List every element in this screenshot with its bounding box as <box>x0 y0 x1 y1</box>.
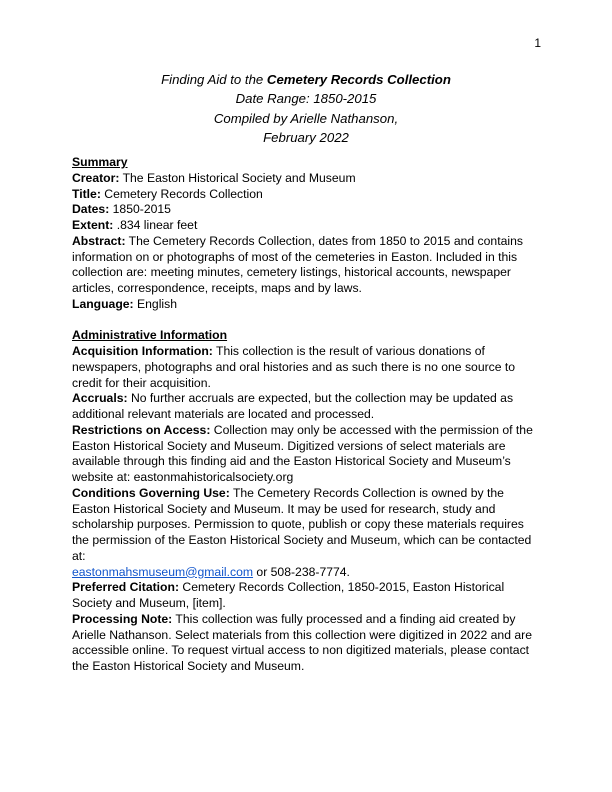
acquisition-field <box>72 344 542 391</box>
conditions-field <box>72 486 542 581</box>
admin-heading: Administrative Information <box>72 328 228 343</box>
processing-value: This collection was fully processed and a finding aid created by Arielle Nathanson. Select materials from this collection were digitized in 2022 and are accessible online. To request virtual access to non digitized materials, please contact the Easton Historical Society and Museum. <box>72 611 532 673</box>
language-field <box>72 297 542 313</box>
compiled-by: Compiled by Arielle Nathanson, <box>213 110 399 126</box>
extent-label: Extent: <box>72 218 114 232</box>
accruals-label: Accruals: <box>72 391 128 406</box>
document-header <box>72 70 540 147</box>
creator-field <box>72 171 542 187</box>
restrictions-value: Collection may only be accessed with the permission of the Easton Historical Society and Museum. Digitized versions of select materials are available through this finding aid and the Easton Historical Society and Museum’s website at: eastonmahistoricalsociety.org <box>72 422 533 484</box>
language-label: Language: <box>72 296 134 311</box>
conditions-label: Conditions Governing Use: <box>72 485 230 500</box>
page-number: 1 <box>534 36 541 50</box>
acquisition-value: This collection is the result of various donations of newspapers, photographs and oral histories and as such there is no one source to credit for their acquisition. <box>72 344 516 390</box>
contact-phone: or 508-238-7774. <box>253 564 350 579</box>
processing-label: Processing Note: <box>72 611 173 626</box>
dates-value: 1850-2015 <box>112 202 171 217</box>
extent-value: .834 linear feet <box>116 218 198 232</box>
restrictions-label: Restrictions on Access: <box>72 422 211 437</box>
dates-label: Dates: <box>72 202 110 217</box>
conditions-value: The Cemetery Records Collection is owned by the Easton Historical Society and Museum. It may be used for research, study and scholarship purposes. Permission to quote, publish or copy these materials requires the permission of the Easton Historical Society and Museum, which can be contacted at: <box>72 485 532 563</box>
title-value: Cemetery Records Collection <box>104 186 263 201</box>
abstract-value: The Cemetery Records Collection, dates from 1850 to 2015 and contains information on or photographs of most of the cemeteries in Easton. Included in this collection are: meeting minutes, cemetery listings, historical accounts, newspaper articles, correspondence, receipts, maps and by laws. <box>72 233 523 295</box>
collection-title: Cemetery Records Collection <box>266 72 451 87</box>
compiled-date: February 2022 <box>263 129 349 145</box>
processing-field <box>72 612 542 675</box>
abstract-field <box>72 234 542 297</box>
citation-value: Cemetery Records Collection, 1850-2015, Easton Historical Society and Museum, [item]. <box>72 580 505 610</box>
citation-field <box>72 580 542 612</box>
creator-value: The Easton Historical Society and Museum <box>122 170 356 185</box>
title-prefix: Finding Aid to the <box>161 72 267 87</box>
contact-email-link[interactable]: eastonmahsmuseum@gmail.com <box>72 564 254 579</box>
creator-label: Creator: <box>72 170 120 185</box>
accruals-value: No further accruals are expected, but the collection may be updated as additional relevant materials are located and processed. <box>72 391 514 421</box>
summary-heading: Summary <box>72 155 128 169</box>
acquisition-label: Acquisition Information: <box>72 344 213 358</box>
title-field <box>72 187 542 203</box>
citation-label: Preferred Citation: <box>72 580 179 595</box>
title-line <box>72 70 540 89</box>
section-spacer <box>72 313 542 329</box>
restrictions-field <box>72 423 542 486</box>
accruals-field <box>72 391 542 423</box>
dates-field <box>72 202 542 218</box>
title-label: Title: <box>72 186 101 201</box>
document-body <box>72 155 542 675</box>
abstract-label: Abstract: <box>72 233 126 248</box>
date-range: Date Range: 1850-2015 <box>235 91 377 107</box>
extent-field <box>72 218 542 234</box>
language-value: English <box>137 296 177 311</box>
